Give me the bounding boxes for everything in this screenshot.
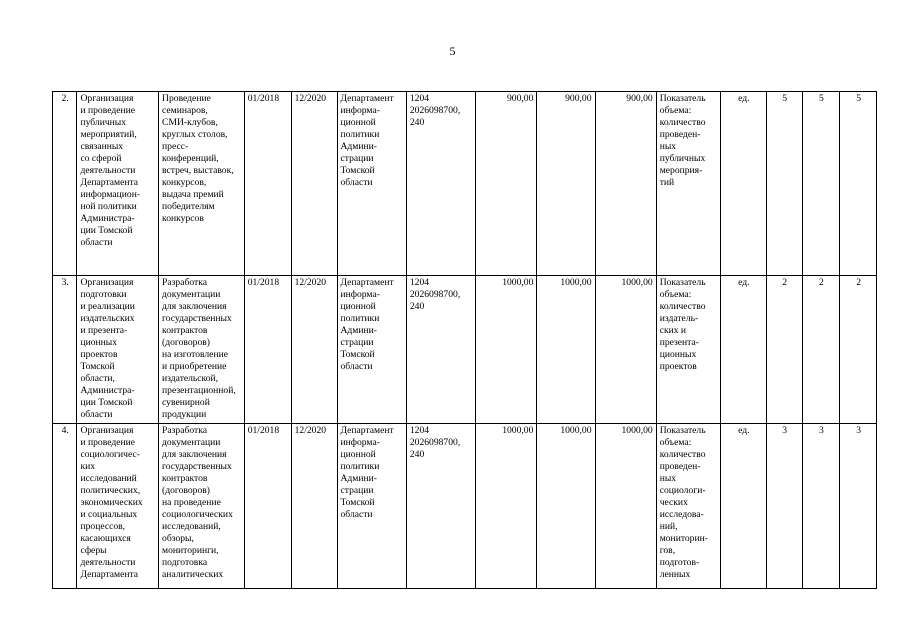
task-cell: Организация и проведение публичных мероприятий, связанных со сферой деятельности Департамента информацион- ной политики Администра- ции Томской области: [77, 92, 159, 276]
indicator-cell: Показатель объема: количество проведен- ных социологи- ческих исследова- ний, мониторин- гов, подготов- ленных: [656, 424, 720, 589]
indicator-2019-cell: 5: [802, 92, 840, 276]
amount-2018-cell: 1000,00: [476, 276, 537, 424]
amount-2019-cell: 1000,00: [537, 276, 595, 424]
indicator-2020-cell: 3: [840, 424, 877, 589]
start-date-cell: 01/2018: [244, 92, 291, 276]
indicator-cell: Показатель объема: количество издатель- ских и презента- ционных проектов: [656, 276, 720, 424]
row-number: 4.: [53, 424, 77, 589]
end-date-cell: 12/2020: [291, 276, 337, 424]
indicator-2019-cell: 3: [802, 424, 840, 589]
program-table: [52, 91, 877, 589]
executor-cell: Департамент информа- ционной политики Админи- страции Томской области: [337, 276, 406, 424]
budget-code-cell: 1204 2026098700, 240: [406, 424, 475, 589]
indicator-2018-cell: 5: [766, 92, 802, 276]
budget-code-cell: 1204 2026098700, 240: [406, 92, 475, 276]
task-cell: Организация подготовки и реализации издательских и презента- ционных проектов Томской области, Администра- ции Томской области: [77, 276, 159, 424]
unit-cell: ед.: [720, 424, 766, 589]
activity-cell: Разработка документации для заключения государственных контрактов (договоров) на изготовление и приобретение издательской, презентационной, сувенирной продукции: [159, 276, 245, 424]
end-date-cell: 12/2020: [291, 424, 337, 589]
indicator-cell: Показатель объема: количество проведен- ных публичных мероприя- тий: [656, 92, 720, 276]
amount-2018-cell: 1000,00: [476, 424, 537, 589]
amount-2019-cell: 900,00: [537, 92, 595, 276]
indicator-2020-cell: 5: [840, 92, 877, 276]
row-number: 3.: [53, 276, 77, 424]
amount-2020-cell: 900,00: [595, 92, 656, 276]
start-date-cell: 01/2018: [244, 424, 291, 589]
start-date-cell: 01/2018: [244, 276, 291, 424]
table-row: [53, 276, 877, 424]
indicator-2018-cell: 2: [766, 276, 802, 424]
activity-cell: Проведение семинаров, СМИ-клубов, круглых столов, пресс- конференций, встреч, выставок, конкурсов, выдача премий победителям конкурсов: [159, 92, 245, 276]
task-cell: Организация и проведение социологичес- ких исследований политических, экономических и социальных процессов, касающихся сферы деятельности Департамента: [77, 424, 159, 589]
budget-code-cell: 1204 2026098700, 240: [406, 276, 475, 424]
indicator-2020-cell: 2: [840, 276, 877, 424]
indicator-2019-cell: 2: [802, 276, 840, 424]
table-row: [53, 92, 877, 276]
amount-2019-cell: 1000,00: [537, 424, 595, 589]
page-number: 5: [449, 44, 456, 58]
row-number: 2.: [53, 92, 77, 276]
executor-cell: Департамент информа- ционной политики Админи- страции Томской области: [337, 424, 406, 589]
executor-cell: Департамент информа- ционной политики Админи- страции Томской области: [337, 92, 406, 276]
activity-cell: Разработка документации для заключения государственных контрактов (договоров) на проведение социологических исследований, обзоры, мониторинги, подготовка аналитических: [159, 424, 245, 589]
end-date-cell: 12/2020: [291, 92, 337, 276]
unit-cell: ед.: [720, 92, 766, 276]
amount-2018-cell: 900,00: [476, 92, 537, 276]
amount-2020-cell: 1000,00: [595, 424, 656, 589]
unit-cell: ед.: [720, 276, 766, 424]
amount-2020-cell: 1000,00: [595, 276, 656, 424]
table-row: [53, 424, 877, 589]
indicator-2018-cell: 3: [766, 424, 802, 589]
